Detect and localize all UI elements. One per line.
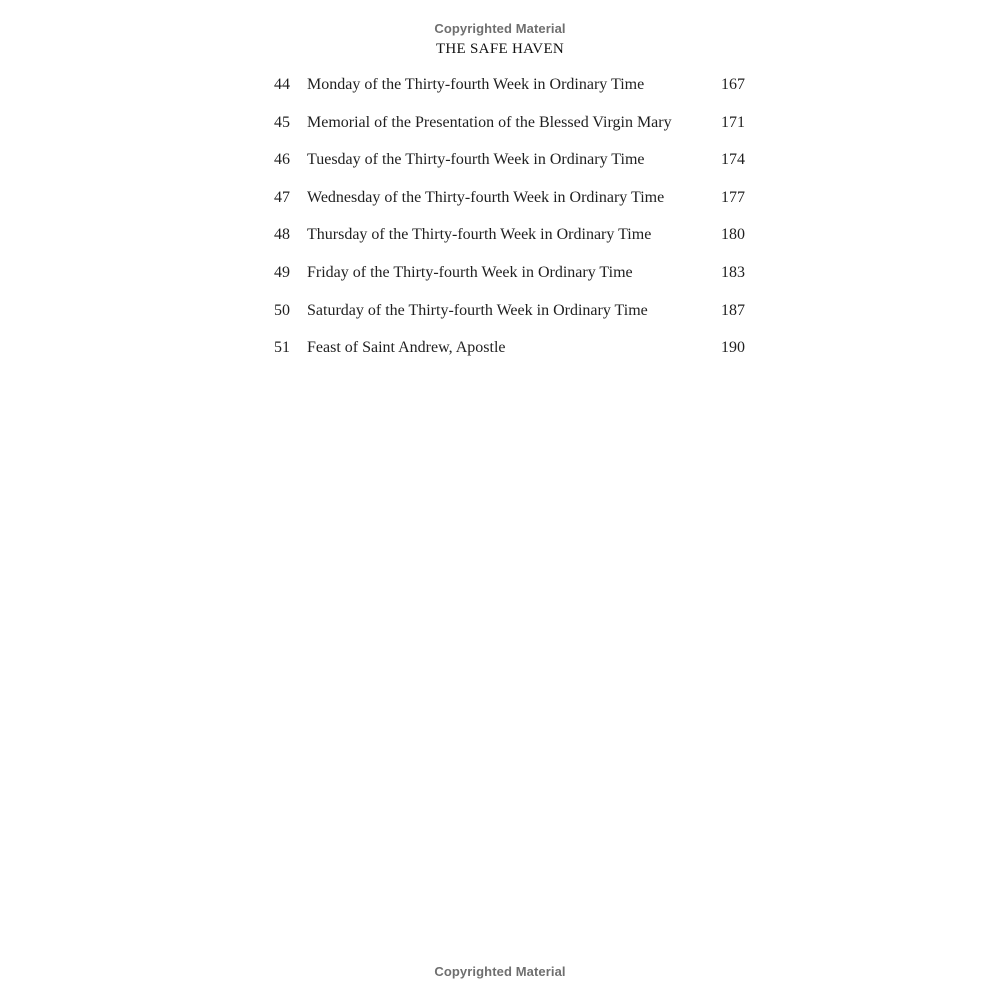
copyright-watermark-top: Copyrighted Material bbox=[434, 21, 566, 36]
toc-entry-number: 45 bbox=[274, 113, 290, 131]
running-head: THE SAFE HAVEN bbox=[435, 41, 565, 57]
toc-entry-page: 174 bbox=[721, 151, 745, 169]
toc-entry bbox=[268, 111, 745, 149]
toc-entry-number: 44 bbox=[274, 76, 290, 93]
toc-entry-number: 51 bbox=[274, 339, 290, 357]
toc-entry-title: Tuesday of the Thirty-fourth Week in Ordinary Time bbox=[307, 151, 645, 169]
toc-entry-title: Wednesday of the Thirty-fourth Week in Ordinary Time bbox=[307, 188, 665, 206]
toc-entry-title: Monday of the Thirty-fourth Week in Ordinary Time bbox=[307, 76, 645, 93]
toc-entry-number: 50 bbox=[274, 301, 290, 319]
toc-entry-number: 46 bbox=[274, 151, 290, 169]
toc-entry-page: 183 bbox=[721, 263, 745, 281]
toc-entry-number: 49 bbox=[274, 263, 290, 281]
toc-entry-page: 187 bbox=[721, 301, 745, 319]
toc-entry bbox=[268, 261, 745, 299]
table-of-contents bbox=[268, 73, 745, 374]
toc-entry bbox=[268, 73, 745, 111]
toc-entry bbox=[268, 299, 745, 337]
toc-entry-title: Thursday of the Thirty-fourth Week in Ordinary Time bbox=[307, 226, 652, 244]
toc-entry-title: Memorial of the Presentation of the Blessed Virgin Mary bbox=[307, 113, 672, 131]
toc-entry-page: 180 bbox=[721, 226, 745, 244]
toc-entry-number: 47 bbox=[274, 188, 290, 206]
toc-entry bbox=[268, 186, 745, 224]
toc-entry-page: 171 bbox=[721, 113, 745, 131]
toc-entry bbox=[268, 336, 745, 374]
toc-entry-page: 190 bbox=[721, 339, 745, 357]
toc-entry-title: Friday of the Thirty-fourth Week in Ordinary Time bbox=[307, 263, 633, 281]
toc-entry-title: Saturday of the Thirty-fourth Week in Ordinary Time bbox=[307, 301, 648, 319]
toc-entry bbox=[268, 223, 745, 261]
toc-entry-number: 48 bbox=[274, 226, 290, 244]
toc-entry-page: 177 bbox=[721, 188, 745, 206]
toc-entry-page: 167 bbox=[721, 76, 745, 93]
toc-entry-title: Feast of Saint Andrew, Apostle bbox=[307, 339, 506, 357]
toc-entry bbox=[268, 148, 745, 186]
copyright-watermark-bottom: Copyrighted Material bbox=[434, 964, 566, 979]
